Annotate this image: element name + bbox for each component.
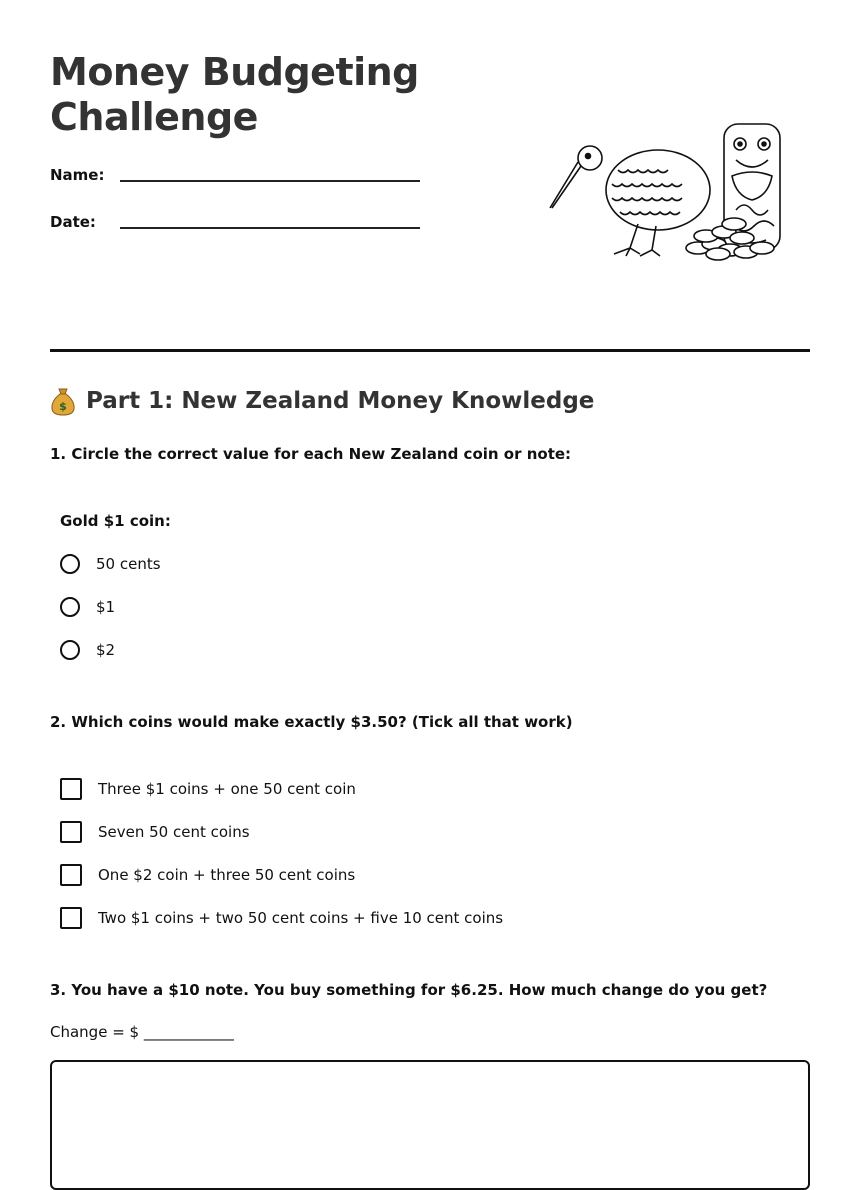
- date-label: Date:: [50, 213, 96, 231]
- q2-option-label: Three $1 coins + one 50 cent coin: [98, 780, 356, 798]
- checkbox[interactable]: [60, 907, 82, 929]
- q1-option[interactable]: [60, 554, 161, 574]
- radio-circle[interactable]: [60, 640, 80, 660]
- q2-option[interactable]: [60, 821, 250, 843]
- svg-text:$: $: [59, 400, 67, 413]
- part1-heading: [50, 386, 594, 416]
- q1-option[interactable]: [60, 640, 115, 660]
- q1-option[interactable]: [60, 597, 115, 617]
- q2-option-label: Seven 50 cent coins: [98, 823, 250, 841]
- change-answer-line[interactable]: Change = $ ____________: [50, 1023, 234, 1041]
- question-1: 1. Circle the correct value for each New Zealand coin or note:: [50, 445, 572, 463]
- name-field[interactable]: [50, 166, 430, 196]
- q2-option-label: One $2 coin + three 50 cent coins: [98, 866, 356, 884]
- radio-circle[interactable]: [60, 597, 80, 617]
- kiwi-bird-and-carving-with-coins-icon: [548, 120, 784, 262]
- question-3: 3. You have a $10 note. You buy something for $6.25. How much change do you get?: [50, 981, 768, 999]
- question-2: 2. Which coins would make exactly $3.50? (Tick all that work): [50, 713, 573, 731]
- name-label: Name:: [50, 166, 105, 184]
- q2-option[interactable]: [60, 864, 355, 886]
- checkbox[interactable]: [60, 821, 82, 843]
- part1-heading-text: Part 1: New Zealand Money Knowledge: [86, 388, 595, 414]
- q2-option[interactable]: [60, 907, 503, 929]
- checkbox[interactable]: [60, 778, 82, 800]
- q2-option-label: Two $1 coins + two 50 cent coins + five 10 cent coins: [98, 909, 504, 927]
- date-field[interactable]: [50, 213, 430, 243]
- section-divider: [50, 349, 810, 352]
- q1-item-label: Gold $1 coin:: [60, 512, 171, 530]
- radio-circle[interactable]: [60, 554, 80, 574]
- q1-option-label: 50 cents: [96, 555, 161, 573]
- name-write-line[interactable]: [120, 180, 420, 182]
- date-write-line[interactable]: [120, 227, 420, 229]
- worksheet-title: Money Budgeting Challenge: [50, 50, 419, 139]
- q1-option-label: $1: [96, 598, 116, 616]
- money-bag-icon: [50, 386, 76, 416]
- q1-option-label: $2: [96, 641, 116, 659]
- q2-option[interactable]: [60, 778, 356, 800]
- working-space-box[interactable]: [50, 1060, 810, 1190]
- checkbox[interactable]: [60, 864, 82, 886]
